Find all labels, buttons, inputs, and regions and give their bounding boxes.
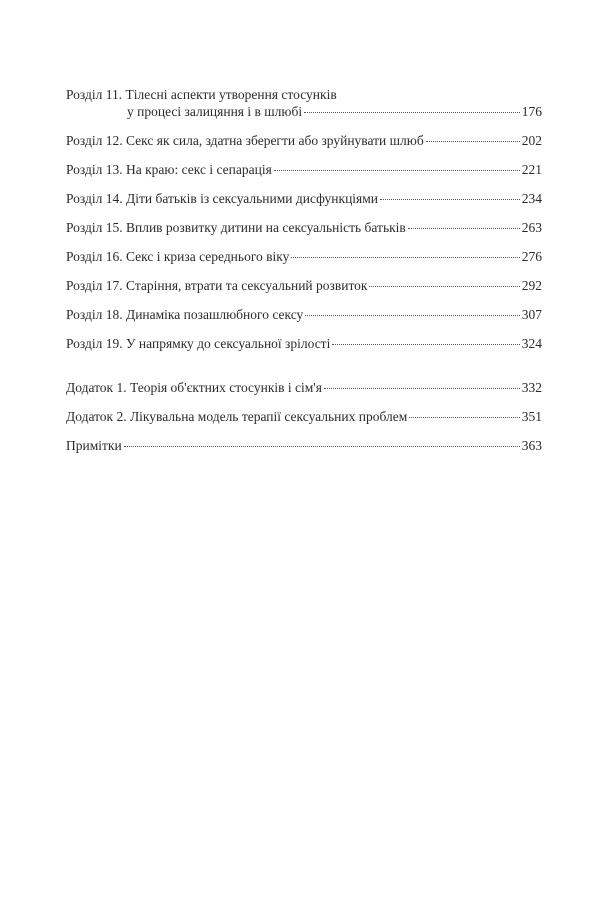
toc-entry-chapter-17[interactable] bbox=[66, 277, 542, 294]
dot-leader bbox=[408, 228, 520, 229]
toc-entry-line bbox=[66, 103, 542, 120]
dot-leader bbox=[305, 315, 519, 316]
toc-entry-title: Розділ 19. У напрямку до сексуальної зрілості bbox=[66, 336, 331, 351]
toc-page-number: 307 bbox=[521, 307, 542, 322]
toc-entry-title: Розділ 11. Тілесні аспекти утворення стосунків bbox=[66, 87, 337, 102]
toc-entry-chapter-12[interactable] bbox=[66, 132, 542, 149]
toc-entry-title: Розділ 12. Секс як сила, здатна зберегти або зруйнувати шлюб bbox=[66, 133, 424, 148]
toc-page-number: 221 bbox=[521, 162, 542, 177]
dot-leader bbox=[369, 286, 519, 287]
dot-leader bbox=[274, 170, 520, 171]
toc-entry-line bbox=[66, 379, 542, 396]
toc-entry-title: Розділ 16. Секс і криза середнього віку bbox=[66, 249, 290, 264]
dot-leader bbox=[380, 199, 520, 200]
chapters-list bbox=[66, 86, 542, 352]
toc-entry-line bbox=[66, 132, 542, 149]
toc-entry-line bbox=[66, 335, 542, 352]
toc-page-number: 276 bbox=[521, 249, 542, 264]
toc-entry-title: Розділ 15. Вплив розвитку дитини на сексуальність батьків bbox=[66, 220, 406, 235]
toc-entry-title: Розділ 13. На краю: секс і сепарація bbox=[66, 162, 272, 177]
toc-entry-chapter-14[interactable] bbox=[66, 190, 542, 207]
toc-entry-chapter-16[interactable] bbox=[66, 248, 542, 265]
toc-entry-appendix-2[interactable] bbox=[66, 408, 542, 425]
dot-leader bbox=[304, 112, 520, 113]
toc-entry-chapter-13[interactable] bbox=[66, 161, 542, 178]
dot-leader bbox=[291, 257, 519, 258]
toc-page-number: 351 bbox=[521, 409, 542, 424]
toc-page-number: 292 bbox=[521, 278, 542, 293]
toc-page-number: 324 bbox=[521, 336, 542, 351]
toc-entry-title: Розділ 17. Старіння, втрати та сексуальний розвиток bbox=[66, 278, 368, 293]
toc-entry-line bbox=[66, 190, 542, 207]
toc-entry-title: Примітки bbox=[66, 438, 122, 453]
toc-entry-title: Розділ 18. Динаміка позашлюбного сексу bbox=[66, 307, 304, 322]
toc-entry-line bbox=[66, 219, 542, 236]
toc-entry-line bbox=[66, 248, 542, 265]
toc-entry-chapter-19[interactable] bbox=[66, 335, 542, 352]
toc-page-number: 263 bbox=[521, 220, 542, 235]
toc-entry-line bbox=[66, 437, 542, 454]
toc-entry-notes[interactable] bbox=[66, 437, 542, 454]
toc-entry-title: Додаток 2. Лікувальна модель терапії сексуальних проблем bbox=[66, 409, 408, 424]
toc-page-number: 202 bbox=[521, 133, 542, 148]
dot-leader bbox=[324, 388, 520, 389]
toc-entry-chapter-11[interactable] bbox=[66, 86, 542, 120]
dot-leader bbox=[409, 417, 519, 418]
toc-entry-line bbox=[66, 408, 542, 425]
toc-page-number: 332 bbox=[521, 380, 542, 395]
toc-page-number: 234 bbox=[521, 191, 542, 206]
toc-entry-line bbox=[66, 277, 542, 294]
table-of-contents bbox=[66, 86, 542, 454]
dot-leader bbox=[332, 344, 519, 345]
dot-leader bbox=[426, 141, 520, 142]
toc-entry-appendix-1[interactable] bbox=[66, 379, 542, 396]
toc-entry-chapter-18[interactable] bbox=[66, 306, 542, 323]
dot-leader bbox=[124, 446, 520, 447]
appendices-list bbox=[66, 379, 542, 454]
toc-entry-title: Додаток 1. Теорія об'єктних стосунків і сім'я bbox=[66, 380, 322, 395]
toc-page-number: 176 bbox=[521, 104, 542, 119]
toc-entry-line bbox=[66, 306, 542, 323]
toc-entry-title-continuation: у процесі залицяння і в шлюбі bbox=[127, 104, 303, 119]
toc-entry-title: Розділ 14. Діти батьків із сексуальними дисфункціями bbox=[66, 191, 379, 206]
toc-entry-line bbox=[66, 86, 542, 103]
toc-entry-line bbox=[66, 161, 542, 178]
toc-page-number: 363 bbox=[521, 438, 542, 453]
toc-entry-chapter-15[interactable] bbox=[66, 219, 542, 236]
